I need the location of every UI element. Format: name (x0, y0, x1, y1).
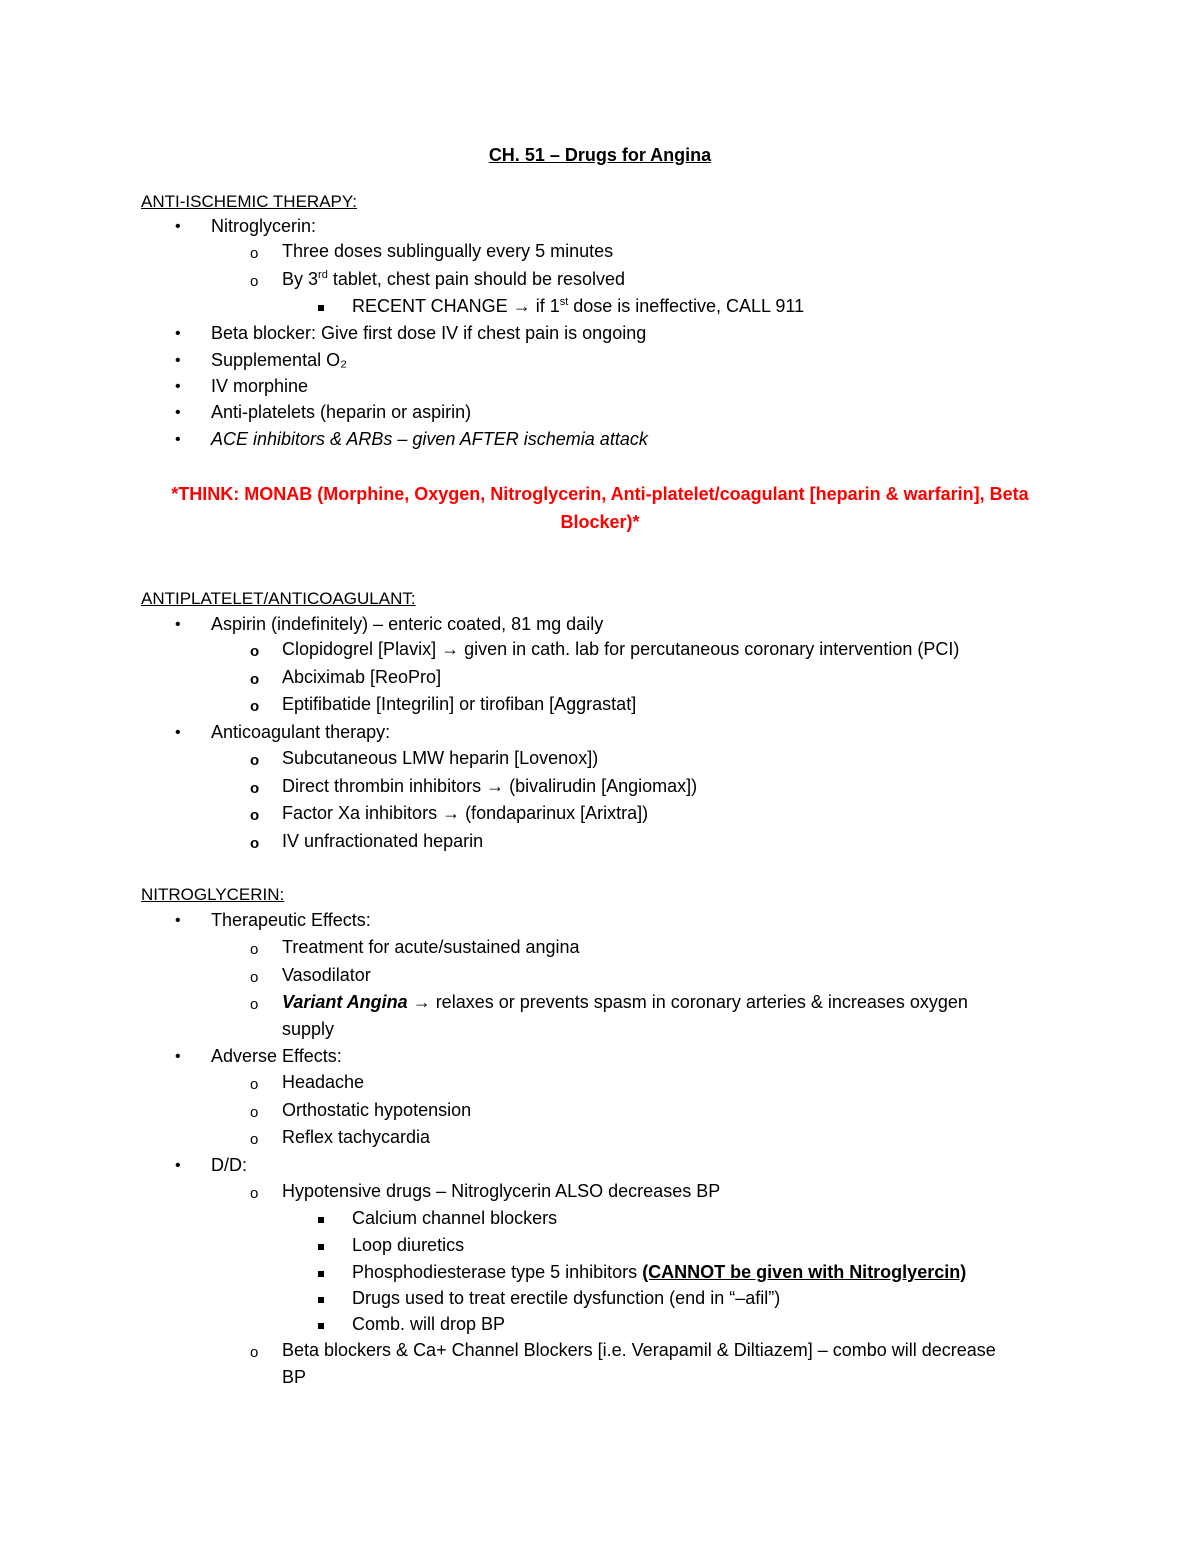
sub-bullet-marker: o (250, 643, 260, 660)
sub-bullet-marker: o (250, 1131, 259, 1148)
sub-bullet-marker: o (250, 1076, 259, 1093)
mnemonic-note (120, 480, 1080, 536)
bullet-marker: • (175, 218, 181, 235)
list-item: Headache (282, 1072, 365, 1092)
sub-bullet-marker: o (250, 1344, 259, 1361)
list-item: Vasodilator (282, 965, 371, 985)
square-bullet-marker (318, 1244, 324, 1250)
list-item: Orthostatic hypotension (282, 1100, 472, 1120)
sub-bullet-marker: o (250, 752, 260, 769)
square-bullet-marker (318, 1323, 324, 1329)
list-item: Treatment for acute/sustained angina (282, 937, 580, 957)
list-item: IV unfractionated heparin (282, 831, 484, 851)
list-item: Eptifibatide [Integrilin] or tirofiban [Aggrastat] (282, 694, 637, 714)
list-item: Abciximab [ReoPro] (282, 667, 442, 687)
list-item: Phosphodiesterase type 5 inhibitors (CANNOT be given with Nitroglyercin) (352, 1262, 967, 1282)
list-item: Clopidogrel [Plavix] → given in cath. lab for percutaneous coronary intervention (PCI) (282, 639, 960, 659)
sub-bullet-marker: o (250, 1185, 259, 1202)
section-heading-nitroglycerin: NITROGLYCERIN: (141, 885, 285, 904)
square-bullet-marker (318, 1271, 324, 1277)
bullet-marker: • (175, 325, 181, 342)
list-item: ACE inhibitors & ARBs – given AFTER ischemia attack (211, 429, 648, 449)
square-bullet-marker (318, 305, 324, 311)
mnemonic-line-1: *THINK: MONAB (Morphine, Oxygen, Nitroglycerin, Anti-platelet/coagulant [heparin & warfarin], Beta (171, 484, 1029, 504)
section-heading-antiplatelet: ANTIPLATELET/ANTICOAGULANT: (141, 589, 416, 608)
list-item: Anticoagulant therapy: (211, 722, 391, 742)
bullet-marker: • (175, 404, 181, 421)
list-item: Variant Angina → relaxes or prevents spasm in coronary arteries & increases oxygen (282, 992, 968, 1012)
bullet-marker: • (175, 724, 181, 741)
sub-bullet-marker: o (250, 941, 259, 958)
list-item: Loop diuretics (352, 1235, 465, 1255)
sub-bullet-marker: o (250, 245, 259, 262)
sub-bullet-marker: o (250, 698, 260, 715)
list-item: Factor Xa inhibitors → (fondaparinux [Arixtra]) (282, 803, 649, 823)
bullet-marker: • (175, 1048, 181, 1065)
list-item: Beta blocker: Give first dose IV if chest pain is ongoing (211, 323, 647, 343)
list-item: IV morphine (211, 376, 309, 396)
sub-bullet-marker: o (250, 835, 260, 852)
sub-bullet-marker: o (250, 1104, 259, 1121)
mnemonic-line-2: Blocker)* (560, 512, 640, 532)
bullet-marker: • (175, 1157, 181, 1174)
list-item: Therapeutic Effects: (211, 910, 371, 930)
list-item: Calcium channel blockers (352, 1208, 558, 1228)
square-bullet-marker (318, 1297, 324, 1303)
list-item: Supplemental O₂ (211, 350, 348, 370)
list-item: Drugs used to treat erectile dysfunction (end in “–afil”) (352, 1288, 781, 1308)
section-heading-anti-ischemic: ANTI-ISCHEMIC THERAPY: (141, 192, 357, 211)
list-item: Reflex tachycardia (282, 1127, 431, 1147)
list-item: Comb. will drop BP (352, 1314, 506, 1334)
bullet-marker: • (175, 431, 181, 448)
bullet-marker: • (175, 912, 181, 929)
list-item: Anti-platelets (heparin or aspirin) (211, 402, 472, 422)
bullet-marker: • (175, 352, 181, 369)
list-item: Aspirin (indefinitely) – enteric coated, 81 mg daily (211, 614, 604, 634)
sub-bullet-marker: o (250, 807, 260, 824)
bullet-marker: • (175, 616, 181, 633)
list-item: RECENT CHANGE → if 1st dose is ineffective, CALL 911 (352, 296, 805, 316)
sub-bullet-marker: o (250, 996, 259, 1013)
sub-bullet-marker: o (250, 780, 260, 797)
list-item: Beta blockers & Ca+ Channel Blockers [i.e. Verapamil & Diltiazem] – combo will decrease (282, 1340, 996, 1360)
page-title: CH. 51 – Drugs for Angina (488, 145, 712, 165)
list-item: By 3rd tablet, chest pain should be resolved (282, 269, 626, 289)
bullet-marker: • (175, 378, 181, 395)
sub-bullet-marker: o (250, 671, 260, 688)
list-item: D/D: (211, 1155, 247, 1175)
list-item-continuation: supply (282, 1019, 335, 1039)
list-item: Adverse Effects: (211, 1046, 342, 1066)
sub-bullet-marker: o (250, 969, 259, 986)
list-item: Direct thrombin inhibitors → (bivalirudin [Angiomax]) (282, 776, 698, 796)
list-item: Hypotensive drugs – Nitroglycerin ALSO decreases BP (282, 1181, 721, 1201)
sub-bullet-marker: o (250, 273, 259, 290)
list-item: Nitroglycerin: (211, 216, 317, 236)
square-bullet-marker (318, 1217, 324, 1223)
list-item: Three doses sublingually every 5 minutes (282, 241, 614, 261)
list-item-continuation: BP (282, 1367, 307, 1387)
list-item: Subcutaneous LMW heparin [Lovenox]) (282, 748, 599, 768)
